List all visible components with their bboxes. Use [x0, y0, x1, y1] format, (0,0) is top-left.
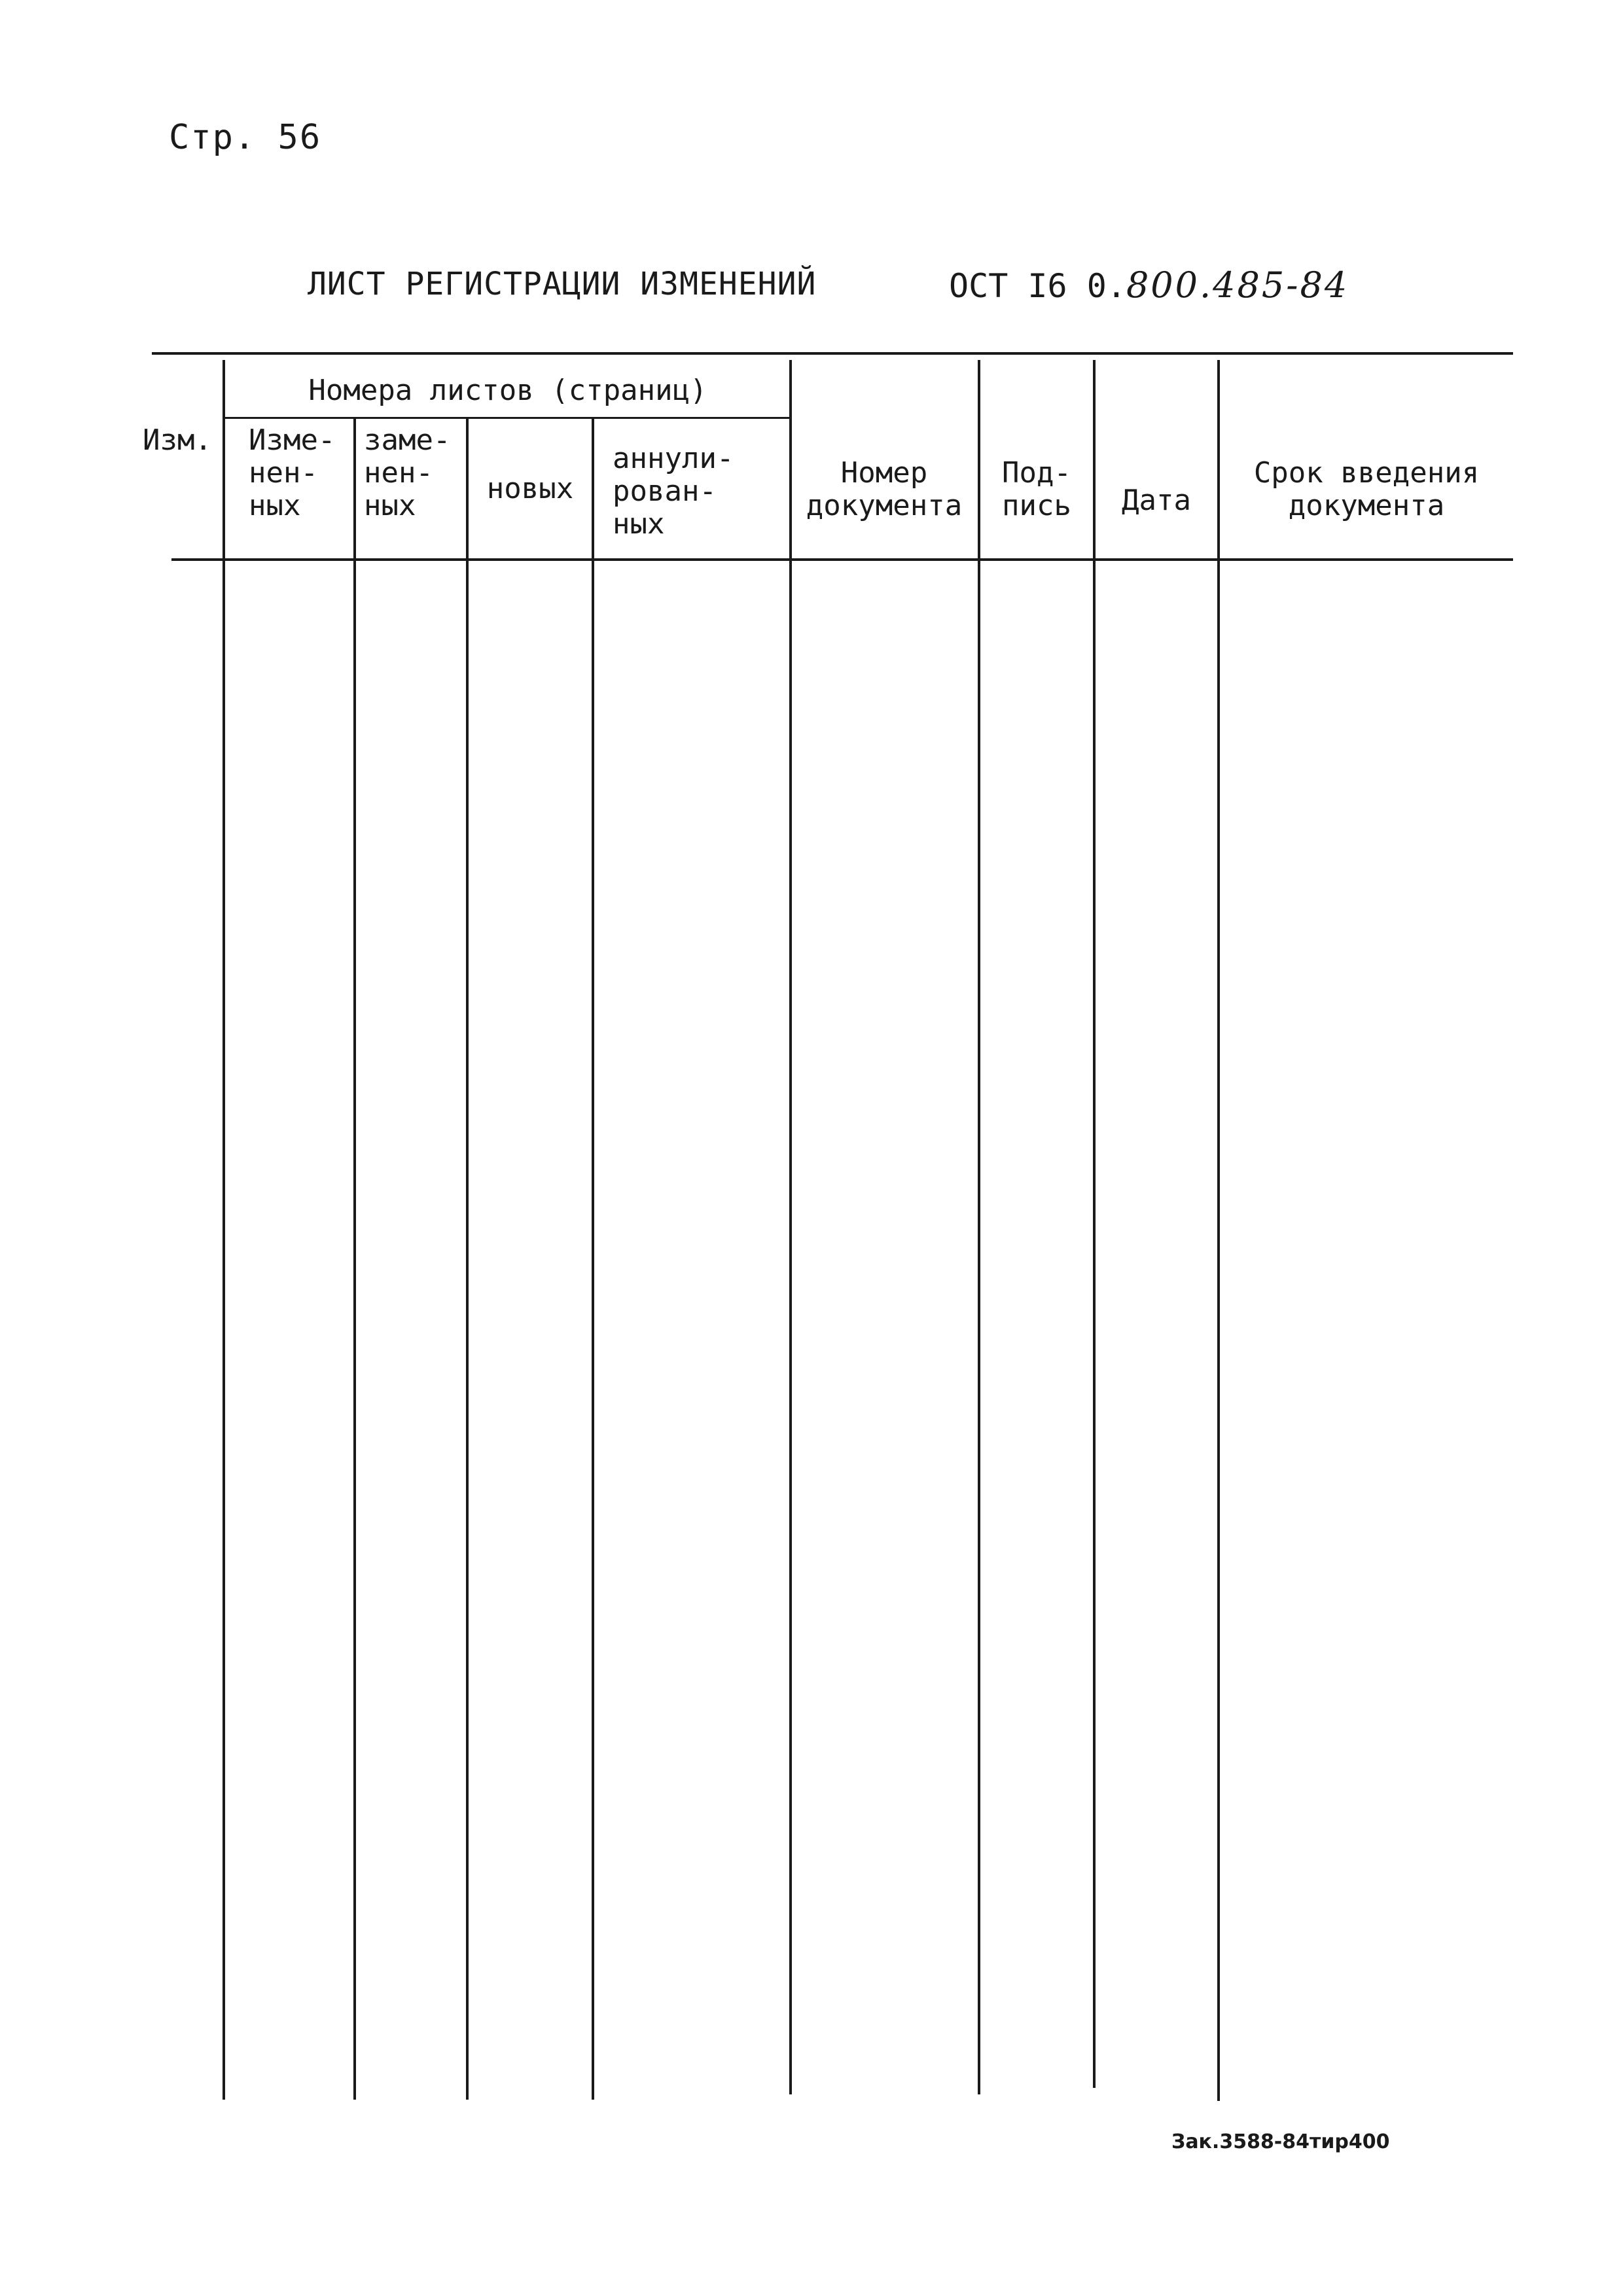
header-group-sheet-numbers: Номера листов (страниц) [308, 374, 707, 407]
header-izm: Изм. [143, 423, 212, 457]
header-nomer-dokumenta: Номер документа [806, 456, 963, 522]
header-zamenennyh: заме- нен- ных [364, 423, 451, 522]
document-title: ЛИСТ РЕГИСТРАЦИИ ИЗМЕНЕНИЙ [308, 266, 817, 302]
col-rule-2 [353, 419, 356, 2100]
header-bottom-rule [171, 558, 1513, 561]
header-data: Дата [1122, 484, 1191, 517]
header-izmenennyh: Изме- нен- ных [249, 423, 336, 522]
col-rule-5 [789, 360, 792, 2094]
standard-code-printed: ОСТ I6 0. [949, 267, 1126, 305]
group-header-rule [223, 417, 791, 419]
table-top-rule [152, 352, 1513, 355]
header-podpis: Под- пись [1002, 456, 1071, 522]
header-srok-vvedeniya: Срок введения документа [1253, 456, 1480, 522]
header-novyh: новых [486, 472, 574, 505]
col-rule-8 [1217, 360, 1220, 2101]
page-number: Стр. 56 [169, 118, 322, 157]
col-rule-3 [466, 419, 469, 2100]
print-order-code: Зак.3588-84тир400 [1171, 2130, 1390, 2153]
col-rule-7 [1093, 360, 1096, 2088]
header-annulirovannyh: аннули- рован- ных [613, 442, 734, 541]
col-rule-4 [592, 419, 594, 2100]
col-rule-6 [978, 360, 980, 2094]
standard-code-handwritten: 800.485-84 [1126, 264, 1349, 306]
col-rule-1 [223, 360, 225, 2100]
